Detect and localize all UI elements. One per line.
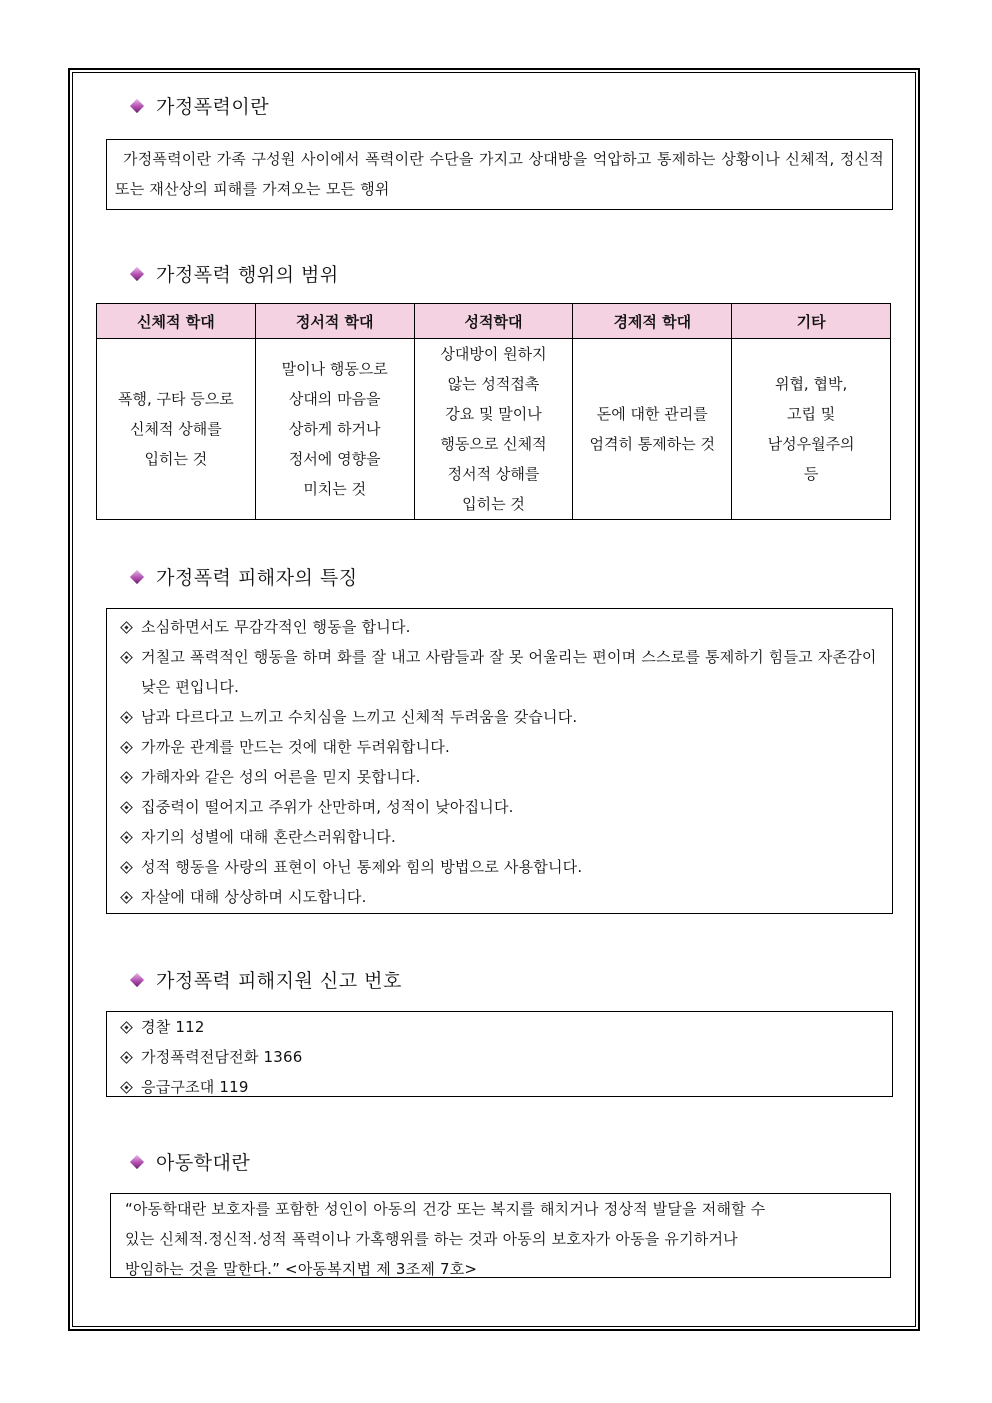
list-item-text: 소심하면서도 무감각적인 행동을 합니다. <box>141 618 411 636</box>
list-item <box>115 792 884 822</box>
purple-diamond-icon <box>130 570 144 584</box>
list-item <box>115 882 884 912</box>
section-heading-definition <box>130 92 269 119</box>
definition-box <box>106 139 893 210</box>
column-header: 기타 <box>732 304 891 339</box>
list-item-text: 성적 행동을 사랑의 표현이 아닌 통제와 힘의 방법으로 사용합니다. <box>141 858 583 876</box>
diamond-outline-icon <box>119 650 133 664</box>
table-cell: 말이나 행동으로 상대의 마음을 상하게 하거나 정서에 영향을 미치는 것 <box>255 339 414 520</box>
definition-text: 가정폭력이란 가족 구성원 사이에서 폭력이란 수단을 가지고 상대방을 억압하고 통제하는 상황이나 신체적, 정신적 또는 재산상의 피해를 가져오는 모든 행위 <box>115 150 884 198</box>
heading-text: 가정폭력 피해지원 신고 번호 <box>156 970 402 992</box>
purple-diamond-icon <box>130 973 144 987</box>
section-heading-child-abuse <box>130 1148 250 1175</box>
diamond-outline-icon <box>119 770 133 784</box>
child-abuse-line: 방임하는 것을 말한다.” <아동복지법 제 3조제 7호> <box>125 1260 478 1278</box>
list-item <box>115 762 884 792</box>
list-item <box>115 1012 884 1042</box>
list-item <box>115 822 884 852</box>
child-abuse-line: 있는 신체적.정신적.성적 폭력이나 가혹행위를 하는 것과 아동의 보호자가 아동을 유기하거나 <box>125 1230 738 1248</box>
purple-diamond-icon <box>130 1155 144 1169</box>
list-item-text: 남과 다르다고 느끼고 수치심을 느끼고 신체적 두려움을 갖습니다. <box>141 708 578 726</box>
section-heading-scope <box>130 260 339 287</box>
table-cell: 상대방이 원하지 않는 성적접촉 강요 및 말이나 행동으로 신체적 정서적 상해를 입히는 것 <box>414 339 573 520</box>
list-item <box>115 1042 884 1072</box>
column-header: 경제적 학대 <box>573 304 732 339</box>
diamond-outline-icon <box>119 710 133 724</box>
diamond-outline-icon <box>119 1050 133 1064</box>
table-header-row <box>97 304 891 339</box>
diamond-outline-icon <box>119 1080 133 1094</box>
table-row <box>97 339 891 520</box>
diamond-outline-icon <box>119 800 133 814</box>
list-item-text: 경찰 112 <box>141 1018 205 1036</box>
heading-text: 가정폭력이란 <box>156 96 270 118</box>
list-item <box>115 1072 884 1102</box>
diamond-outline-icon <box>119 620 133 634</box>
section-heading-victim-traits <box>130 563 358 590</box>
table-cell: 폭행, 구타 등으로 신체적 상해를 입히는 것 <box>97 339 256 520</box>
diamond-outline-icon <box>119 740 133 754</box>
hotlines-box <box>106 1011 893 1097</box>
abuse-scope-table <box>96 303 891 520</box>
purple-diamond-icon <box>130 267 144 281</box>
list-item <box>115 852 884 882</box>
diamond-outline-icon <box>119 890 133 904</box>
list-item-text: 자기의 성별에 대해 혼란스러워합니다. <box>141 828 396 846</box>
child-abuse-box <box>110 1193 891 1278</box>
list-item <box>115 612 884 642</box>
purple-diamond-icon <box>130 99 144 113</box>
list-item-text: 자살에 대해 상상하며 시도합니다. <box>141 888 367 906</box>
list-item <box>115 642 884 702</box>
table-cell: 위협, 협박, 고립 및 남성우월주의 등 <box>732 339 891 520</box>
section-heading-hotlines <box>130 966 402 993</box>
column-header: 정서적 학대 <box>255 304 414 339</box>
column-header: 신체적 학대 <box>97 304 256 339</box>
list-item-text: 집중력이 떨어지고 주위가 산만하며, 성적이 낮아집니다. <box>141 798 514 816</box>
heading-text: 가정폭력 행위의 범위 <box>156 264 339 286</box>
table-cell: 돈에 대한 관리를 엄격히 통제하는 것 <box>573 339 732 520</box>
heading-text: 아동학대란 <box>156 1152 251 1174</box>
victim-traits-box <box>106 608 893 914</box>
list-item-text: 거칠고 폭력적인 행동을 하며 화를 잘 내고 사람들과 잘 못 어울리는 편이며 스스로를 통제하기 힘들고 자존감이 낮은 편입니다. <box>141 648 877 696</box>
column-header: 성적학대 <box>414 304 573 339</box>
list-item <box>115 732 884 762</box>
diamond-outline-icon <box>119 1020 133 1034</box>
diamond-outline-icon <box>119 860 133 874</box>
list-item-text: 가까운 관계를 만드는 것에 대한 두려워합니다. <box>141 738 450 756</box>
child-abuse-line: “아동학대란 보호자를 포함한 성인이 아동의 건강 또는 복지를 해치거나 정상적 발달을 저해할 수 <box>125 1200 766 1218</box>
list-item-text: 가정폭력전담전화 1366 <box>141 1048 303 1066</box>
list-item <box>115 702 884 732</box>
heading-text: 가정폭력 피해자의 특징 <box>156 567 358 589</box>
victim-traits-list <box>115 612 884 912</box>
list-item-text: 가해자와 같은 성의 어른을 믿지 못합니다. <box>141 768 421 786</box>
list-item-text: 응급구조대 119 <box>141 1078 249 1096</box>
hotlines-list <box>115 1012 884 1102</box>
diamond-outline-icon <box>119 830 133 844</box>
